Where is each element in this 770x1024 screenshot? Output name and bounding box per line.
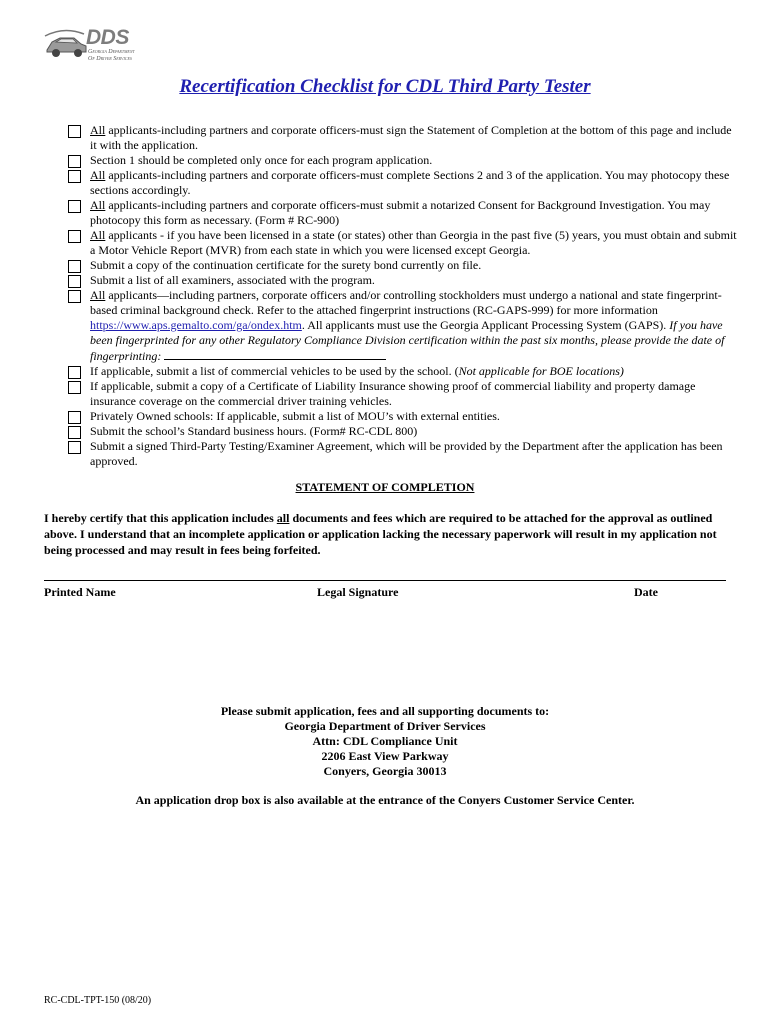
checkbox[interactable] <box>68 275 81 288</box>
logo-line-2: Of Driver Services <box>88 56 132 62</box>
item-italic-text: Not applicable for BOE locations) <box>458 364 624 378</box>
item-text: applicants—including partners, corporate officers and/or controlling stockholders must undergo a national and state fingerprint-based criminal background check. Refer to the attached fingerprint instructions (RC-GAPS-999) for more information <box>90 288 722 317</box>
checkbox[interactable] <box>68 441 81 454</box>
item-italic-text: If you have been fingerprinted for any other Regulatory Compliance Division certification within the past six months, please provide the date of fingerprinting: <box>90 318 725 363</box>
checklist-item <box>68 258 738 273</box>
checklist-item <box>68 168 738 198</box>
item-underlined-word: All <box>90 168 106 182</box>
statement-text <box>44 510 734 558</box>
checkbox[interactable] <box>68 366 81 379</box>
submit-line-5: Conyers, Georgia 30013 <box>323 764 447 778</box>
item-text: If applicable, submit a copy of a Certificate of Liability Insurance showing proof of commercial liability and property damage insurance coverage on the commercial driver training vehicles. <box>90 379 696 408</box>
item-text: Section 1 should be completed only once for each program application. <box>90 153 433 167</box>
printed-name-label: Printed Name <box>44 585 116 599</box>
checkbox[interactable] <box>68 200 81 213</box>
checkbox[interactable] <box>68 155 81 168</box>
item-text: If applicable, submit a list of commercial vehicles to be used by the school. ( <box>90 364 459 378</box>
checklist-item <box>68 379 738 409</box>
dropbox-note: An application drop box is also available at the entrance of the Conyers Customer Service Center. <box>135 793 635 807</box>
checklist-item <box>68 228 738 258</box>
checkbox[interactable] <box>68 381 81 394</box>
submit-line-2: Georgia Department of Driver Services <box>284 719 486 733</box>
checklist-item <box>68 123 738 153</box>
signature-line[interactable] <box>44 580 726 581</box>
car-logo-icon <box>44 28 88 60</box>
checkbox[interactable] <box>68 230 81 243</box>
statement-heading: STATEMENT OF COMPLETION <box>295 480 475 494</box>
dds-logo <box>44 24 144 64</box>
checklist-item <box>68 153 738 168</box>
item-text: . All applicants must use the Georgia Applicant Processing System (GAPS). <box>301 318 670 332</box>
statement-part-1: I hereby certify that this application includes <box>44 511 277 525</box>
checklist-item <box>68 273 738 288</box>
form-number: RC-CDL-TPT-150 (08/20) <box>44 995 152 1006</box>
item-underlined-word: All <box>90 288 106 302</box>
page-title: Recertification Checklist for CDL Third Party Tester <box>179 76 591 97</box>
checkbox[interactable] <box>68 260 81 273</box>
item-text: Privately Owned schools: If applicable, submit a list of MOU’s with external entities. <box>90 409 500 423</box>
item-text: Submit a copy of the continuation certificate for the surety bond currently on file. <box>90 258 482 272</box>
logo-abbreviation: DDS <box>86 26 129 49</box>
checklist-item <box>68 439 738 469</box>
checkbox[interactable] <box>68 426 81 439</box>
submit-line-3: Attn: CDL Compliance Unit <box>312 734 458 748</box>
checklist-item <box>68 409 738 424</box>
checklist-item <box>68 364 738 379</box>
statement-part-2: documents and fees which are required to be attached for the approval as outlined above. I understand that an incomplete application or application lacking the necessary paperwork will result in my application not being processed and may result in fees being forfeited. <box>44 511 717 557</box>
logo-line-1: Georgia Department <box>88 49 135 55</box>
gemalto-link[interactable]: https://www.aps.gemalto.com/ga/ondex.htm <box>90 318 302 332</box>
checklist-item <box>68 198 738 228</box>
date-label: Date <box>634 585 658 599</box>
checkbox[interactable] <box>68 125 81 138</box>
fingerprint-date-blank[interactable] <box>164 348 386 360</box>
checkbox[interactable] <box>68 411 81 424</box>
checkbox[interactable] <box>68 170 81 183</box>
item-underlined-word: All <box>90 228 106 242</box>
checklist-item <box>68 424 738 439</box>
checkbox[interactable] <box>68 290 81 303</box>
checklist-item <box>68 288 738 364</box>
item-text: Submit a list of all examiners, associated with the program. <box>90 273 375 287</box>
item-text: applicants-including partners and corporate officers-must sign the Statement of Completion at the bottom of this page and include it with the application. <box>90 123 732 152</box>
item-underlined-word: All <box>90 198 106 212</box>
item-underlined-word: All <box>90 123 106 137</box>
item-text: applicants-including partners and corporate officers-must submit a notarized Consent for Background Investigation. You may photocopy this form as necessary. (Form # RC-900) <box>90 198 711 227</box>
submit-line-1: Please submit application, fees and all supporting documents to: <box>220 704 550 718</box>
item-text: Submit a signed Third-Party Testing/Examiner Agreement, which will be provided by the Department after the application has been approved. <box>90 439 723 468</box>
item-text: Submit the school’s Standard business hours. (Form# RC-CDL 800) <box>90 424 418 438</box>
submit-address <box>0 704 770 779</box>
submit-line-4: 2206 East View Parkway <box>321 749 449 763</box>
statement-underlined-word: all <box>276 511 290 525</box>
item-text: applicants - if you have been licensed in a state (or states) other than Georgia in the past five (5) years, you must obtain and submit a Motor Vehicle Report (MVR) from each state in which you were licensed except Georgia. <box>90 228 737 257</box>
checklist <box>68 123 738 469</box>
item-text: applicants-including partners and corporate officers-must complete Sections 2 and 3 of the application. You may photocopy these sections accordingly. <box>90 168 730 197</box>
legal-signature-label: Legal Signature <box>317 585 399 599</box>
